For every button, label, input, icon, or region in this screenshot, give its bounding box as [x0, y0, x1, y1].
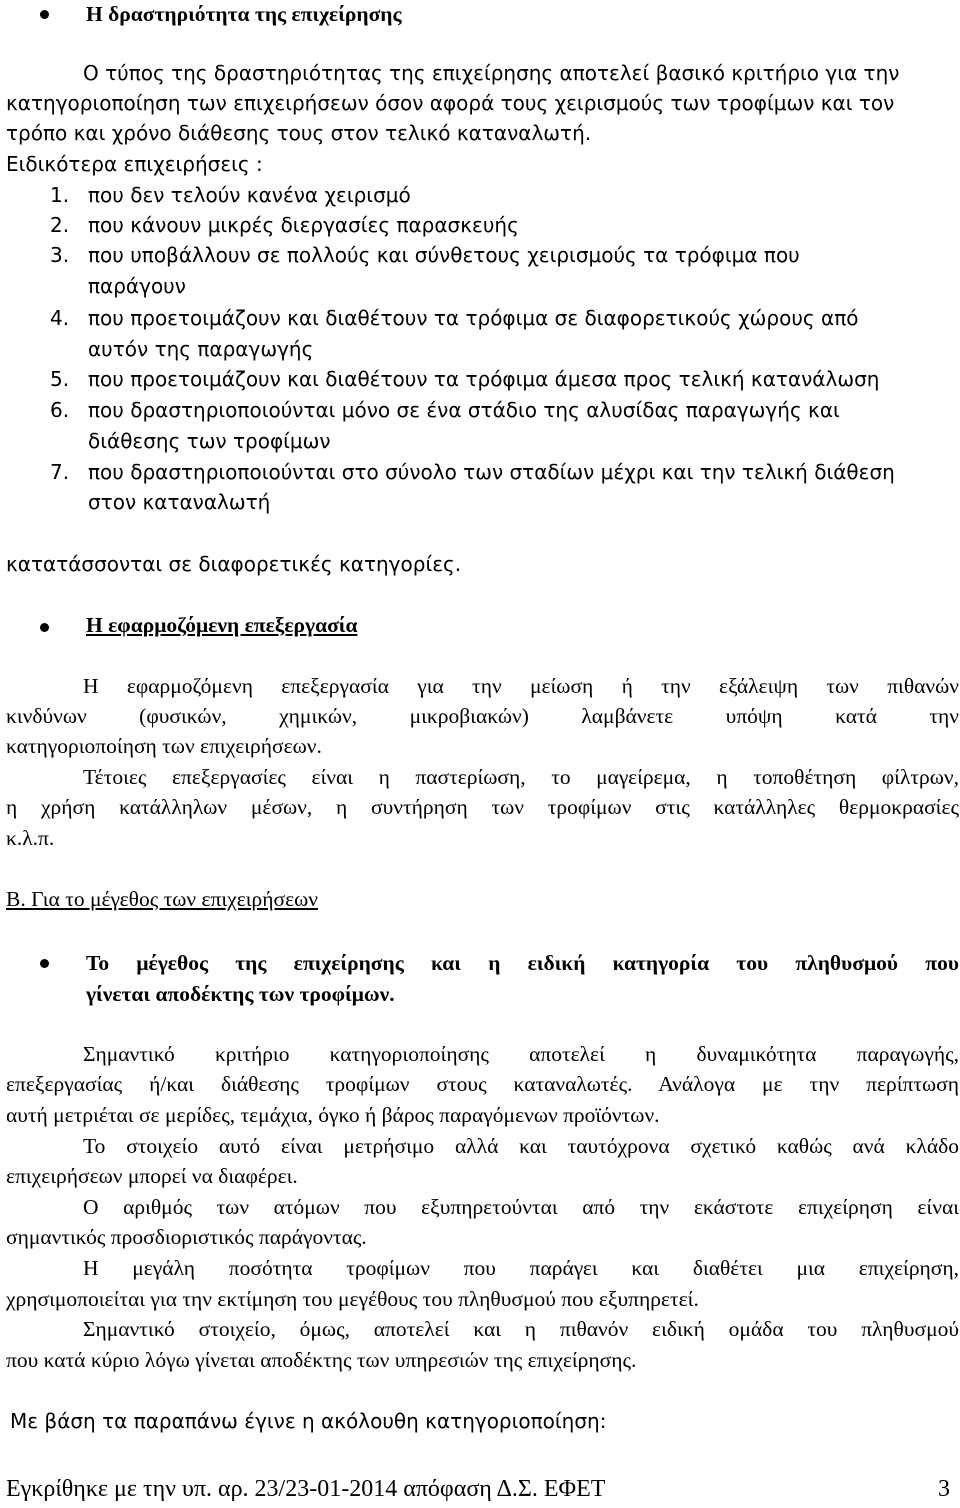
- section-heading-activity: Η δραστηριότητα της επιχείρησης: [86, 2, 402, 26]
- paragraph-line: που κατά κύριο λόγω γίνεται αποδέκτης των υπηρεσιών της επιχείρησης.: [6, 1348, 637, 1372]
- statement-line: γίνεται αποδέκτης των τροφίμων.: [86, 982, 395, 1006]
- paragraph-line: χρησιμοποιείται για την εκτίμηση του μεγέθους του πληθυσμού που εξυπηρετεί.: [6, 1287, 699, 1311]
- list-item-text: διάθεσης των τροφίμων: [88, 429, 331, 453]
- paragraph-line: σημαντικός προσδιοριστικός παράγοντας.: [6, 1225, 367, 1249]
- section-heading-processing: Η εφαρμοζόμενη επεξεργασία: [86, 613, 358, 637]
- paragraph-line: Με βάση τα παραπάνω έγινε η ακόλουθη κατηγοριοποίηση:: [10, 1409, 607, 1433]
- subsection-heading-size: Β. Για το μέγεθος των επιχειρήσεων: [6, 887, 318, 911]
- paragraph-line: επιχειρήσεων μπορεί να διαφέρει.: [6, 1164, 298, 1188]
- list-number: 4.: [50, 306, 70, 330]
- list-number: 3.: [50, 243, 70, 267]
- paragraph-line: Σημαντικό κριτήριο κατηγοριοποίησης αποτελεί η δυναμικότητα παραγωγής,: [83, 1042, 959, 1066]
- list-item-text: στον καταναλωτή: [88, 490, 271, 514]
- paragraph-line: κατηγοριοποίηση των επιχειρήσεων όσον αφορά τους χειρισμούς των τροφίμων και τον: [6, 91, 895, 115]
- list-number: 7.: [50, 460, 70, 484]
- list-item-text: που δραστηριοποιούνται μόνο σε ένα στάδιο της αλυσίδας παραγωγής και: [88, 398, 840, 422]
- page-number: 3: [938, 1476, 950, 1502]
- list-item-text: που κάνουν μικρές διεργασίες παρασκευής: [88, 213, 519, 237]
- list-number: 2.: [50, 213, 70, 237]
- bullet-icon: [40, 623, 49, 632]
- list-number: 1.: [50, 183, 70, 207]
- list-item-text: που προετοιμάζουν και διαθέτουν τα τρόφιμα σε διαφορετικούς χώρους από: [88, 306, 859, 330]
- footer-approval: Εγκρίθηκε με την υπ. αρ. 23/23-01-2014 απόφαση Δ.Σ. ΕΦΕΤ: [6, 1476, 606, 1502]
- paragraph-line: Το στοιχείο αυτό είναι μετρήσιμο αλλά και ταυτόχρονα σχετικό καθώς ανά κλάδο: [83, 1134, 959, 1158]
- statement-line: Το μέγεθος της επιχείρησης και η ειδική κατηγορία του πληθυσμού που: [86, 951, 959, 975]
- list-number: 6.: [50, 398, 70, 422]
- paragraph-line: κατατάσσονται σε διαφορετικές κατηγορίες.: [6, 552, 462, 576]
- list-number: 5.: [50, 367, 70, 391]
- paragraph-line: κατηγοριοποίηση των επιχειρήσεων.: [6, 734, 322, 758]
- paragraph-line: Η εφαρμοζόμενη επεξεργασία για την μείωση ή την εξάλειψη των πιθανών: [83, 674, 959, 698]
- list-item-text: αυτόν της παραγωγής: [88, 337, 314, 361]
- paragraph-line: Τέτοιες επεξεργασίες είναι η παστερίωση, το μαγείρεμα, η τοποθέτηση φίλτρων,: [83, 765, 959, 789]
- paragraph-line: η χρήση κατάλληλων μέσων, η συντήρηση των τροφίμων στις κατάλληλες θερμοκρασίες: [6, 795, 959, 819]
- list-item-text: που προετοιμάζουν και διαθέτουν τα τρόφιμα άμεσα προς τελική κατανάλωση: [88, 367, 880, 391]
- list-item-text: που υποβάλλουν σε πολλούς και σύνθετους χειρισμούς τα τρόφιμα που: [88, 243, 800, 267]
- paragraph-line: Η μεγάλη ποσότητα τροφίμων που παράγει και διαθέτει μια επιχείρηση,: [83, 1256, 959, 1280]
- paragraph-line: Ο αριθμός των ατόμων που εξυπηρετούνται από την εκάστοτε επιχείρηση είναι: [83, 1195, 959, 1219]
- paragraph-line: τρόπο και χρόνο διάθεσης τους στον τελικό καταναλωτή.: [6, 121, 592, 145]
- paragraph-line: επεξεργασίας ή/και διάθεσης τροφίμων στους καταναλωτές. Ανάλογα με την περίπτωση: [6, 1072, 959, 1096]
- list-item-text: που δραστηριοποιούνται στο σύνολο των σταδίων μέχρι και την τελική διάθεση: [88, 460, 895, 484]
- list-item-text: παράγουν: [88, 274, 186, 298]
- bullet-icon: [40, 10, 49, 19]
- paragraph-line: αυτή μετριέται σε μερίδες, τεμάχια, όγκο ή βάρος παραγόμενων προϊόντων.: [6, 1103, 660, 1127]
- paragraph-line: κ.λ.π.: [6, 826, 55, 850]
- paragraph-line: Ο τύπος της δραστηριότητας της επιχείρησης αποτελεί βασικό κριτήριο για την: [83, 61, 900, 85]
- list-item-text: που δεν τελούν κανένα χειρισμό: [88, 183, 411, 207]
- bullet-icon: [40, 959, 49, 968]
- paragraph-line: κινδύνων (φυσικών, χημικών, μικροβιακών) λαμβάνετε υπόψη κατά την: [6, 704, 959, 728]
- paragraph-line: Σημαντικό στοιχείο, όμως, αποτελεί και η πιθανόν ειδική ομάδα του πληθυσμού: [83, 1317, 959, 1341]
- paragraph-line: Ειδικότερα επιχειρήσεις :: [6, 152, 263, 176]
